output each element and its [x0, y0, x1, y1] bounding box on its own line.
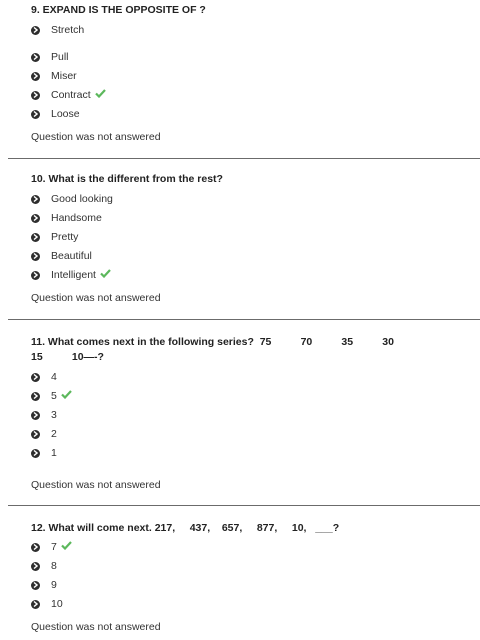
- chevron-right-circle-icon: [31, 72, 40, 81]
- divider: [8, 505, 480, 506]
- option-7[interactable]: [31, 540, 72, 554]
- chevron-right-circle-icon: [31, 430, 40, 439]
- chevron-right-circle-icon: [31, 562, 40, 571]
- option-good-looking[interactable]: [31, 192, 113, 206]
- chevron-right-circle-icon: [31, 392, 40, 401]
- chevron-right-circle-icon: [31, 600, 40, 609]
- option-label: Handsome: [51, 212, 102, 224]
- option-label: Stretch: [51, 24, 85, 36]
- question-title: 11. What comes next in the following series? 75 70 35 30: [31, 336, 394, 348]
- option-handsome[interactable]: [31, 211, 102, 225]
- option-4[interactable]: [31, 370, 57, 384]
- option-label: Pretty: [51, 231, 79, 243]
- checkmark-icon: [95, 89, 106, 101]
- option-label: 7: [51, 541, 57, 553]
- option-miser[interactable]: [31, 69, 77, 83]
- option-2[interactable]: [31, 427, 57, 441]
- option-label: Pull: [51, 51, 69, 63]
- option-8[interactable]: [31, 559, 57, 573]
- chevron-right-circle-icon: [31, 373, 40, 382]
- checkmark-icon: [100, 269, 111, 281]
- question-title: 12. What will come next. 217, 437, 657, 877, 10, ___?: [31, 522, 340, 534]
- chevron-right-circle-icon: [31, 26, 40, 35]
- chevron-right-circle-icon: [31, 91, 40, 100]
- option-3[interactable]: [31, 408, 57, 422]
- option-label: 1: [51, 447, 57, 459]
- chevron-right-circle-icon: [31, 252, 40, 261]
- chevron-right-circle-icon: [31, 233, 40, 242]
- checkmark-icon: [61, 541, 72, 553]
- option-label: 4: [51, 371, 57, 383]
- checkmark-icon: [61, 390, 72, 402]
- option-label: Contract: [51, 89, 91, 101]
- option-label: 9: [51, 579, 57, 591]
- option-label: Beautiful: [51, 250, 92, 262]
- option-label: Loose: [51, 108, 80, 120]
- chevron-right-circle-icon: [31, 543, 40, 552]
- option-label: 5: [51, 390, 57, 402]
- question-title: 9. EXPAND IS THE OPPOSITE OF ?: [31, 4, 206, 16]
- answer-status: Question was not answered: [31, 479, 161, 491]
- option-5[interactable]: [31, 389, 72, 403]
- option-stretch[interactable]: [31, 23, 84, 37]
- chevron-right-circle-icon: [31, 53, 40, 62]
- chevron-right-circle-icon: [31, 110, 40, 119]
- answer-status: Question was not answered: [31, 131, 161, 143]
- divider: [8, 319, 480, 320]
- option-label: 3: [51, 409, 57, 421]
- option-label: 2: [51, 428, 57, 440]
- chevron-right-circle-icon: [31, 581, 40, 590]
- option-10[interactable]: [31, 597, 63, 611]
- question-title: 10. What is the different from the rest?: [31, 173, 223, 185]
- divider: [8, 158, 480, 159]
- chevron-right-circle-icon: [31, 214, 40, 223]
- option-loose[interactable]: [31, 107, 80, 121]
- option-9[interactable]: [31, 578, 57, 592]
- option-beautiful[interactable]: [31, 249, 92, 263]
- option-pretty[interactable]: [31, 230, 78, 244]
- option-contract[interactable]: [31, 88, 106, 102]
- option-label: Good looking: [51, 193, 113, 205]
- option-1[interactable]: [31, 446, 57, 460]
- option-pull[interactable]: [31, 50, 69, 64]
- chevron-right-circle-icon: [31, 195, 40, 204]
- answer-status: Question was not answered: [31, 621, 161, 633]
- option-label: Intelligent: [51, 269, 96, 281]
- chevron-right-circle-icon: [31, 271, 40, 280]
- option-label: 8: [51, 560, 57, 572]
- option-label: Miser: [51, 70, 77, 82]
- option-label: 10: [51, 598, 63, 610]
- question-title-continued: 15 10—-?: [31, 351, 104, 363]
- answer-status: Question was not answered: [31, 292, 161, 304]
- chevron-right-circle-icon: [31, 411, 40, 420]
- chevron-right-circle-icon: [31, 449, 40, 458]
- option-intelligent[interactable]: [31, 268, 111, 282]
